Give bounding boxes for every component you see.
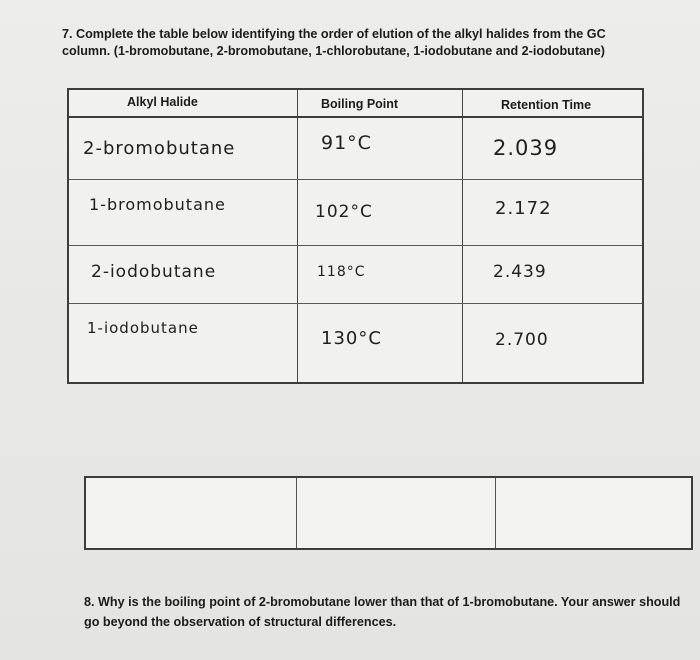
header-divider [69, 116, 642, 118]
elution-order-cell[interactable] [297, 478, 496, 548]
row-divider [69, 303, 642, 304]
row-divider [69, 179, 642, 180]
header-alkyl-halide: Alkyl Halide [127, 95, 198, 109]
question-7-text: 7. Complete the table below identifying the order of elution of the alkyl halides from the GC column. (1-bromobutane, 2-bromobutane, 1-chlorobutane, 1-iodobutane and 2-iodobutane) [62, 27, 606, 58]
row-divider [69, 245, 642, 246]
table-cell-halide: 2-iodobutane [91, 262, 217, 282]
question-8-text: 8. Why is the boiling point of 2-bromobutane lower than that of 1-bromobutane. Your answer should go beyond the observation of structural differences. [84, 595, 681, 629]
header-boiling-point: Boiling Point [321, 97, 399, 111]
table-cell-halide: 1-iodobutane [87, 319, 199, 337]
elution-table [67, 88, 644, 384]
header-retention-time: Retention Time [501, 98, 592, 112]
table-cell-boiling-point: 91°C [321, 132, 372, 154]
table-cell-boiling-point: 130°C [321, 328, 382, 349]
elution-order-cell[interactable] [86, 478, 297, 548]
table-cell-retention-time: 2.439 [493, 262, 547, 282]
elution-order-cell[interactable] [496, 478, 691, 548]
table-cell-halide: 2-bromobutane [83, 138, 236, 159]
elution-order-table [84, 476, 693, 550]
column-divider [462, 90, 463, 382]
table-cell-retention-time: 2.039 [493, 136, 559, 160]
table-cell-retention-time: 2.700 [495, 330, 549, 350]
column-divider [297, 90, 298, 382]
table-cell-boiling-point: 102°C [315, 202, 373, 222]
table-cell-boiling-point: 118°C [317, 264, 366, 280]
table-cell-halide: 1-bromobutane [89, 195, 226, 214]
table-cell-retention-time: 2.172 [495, 198, 552, 219]
